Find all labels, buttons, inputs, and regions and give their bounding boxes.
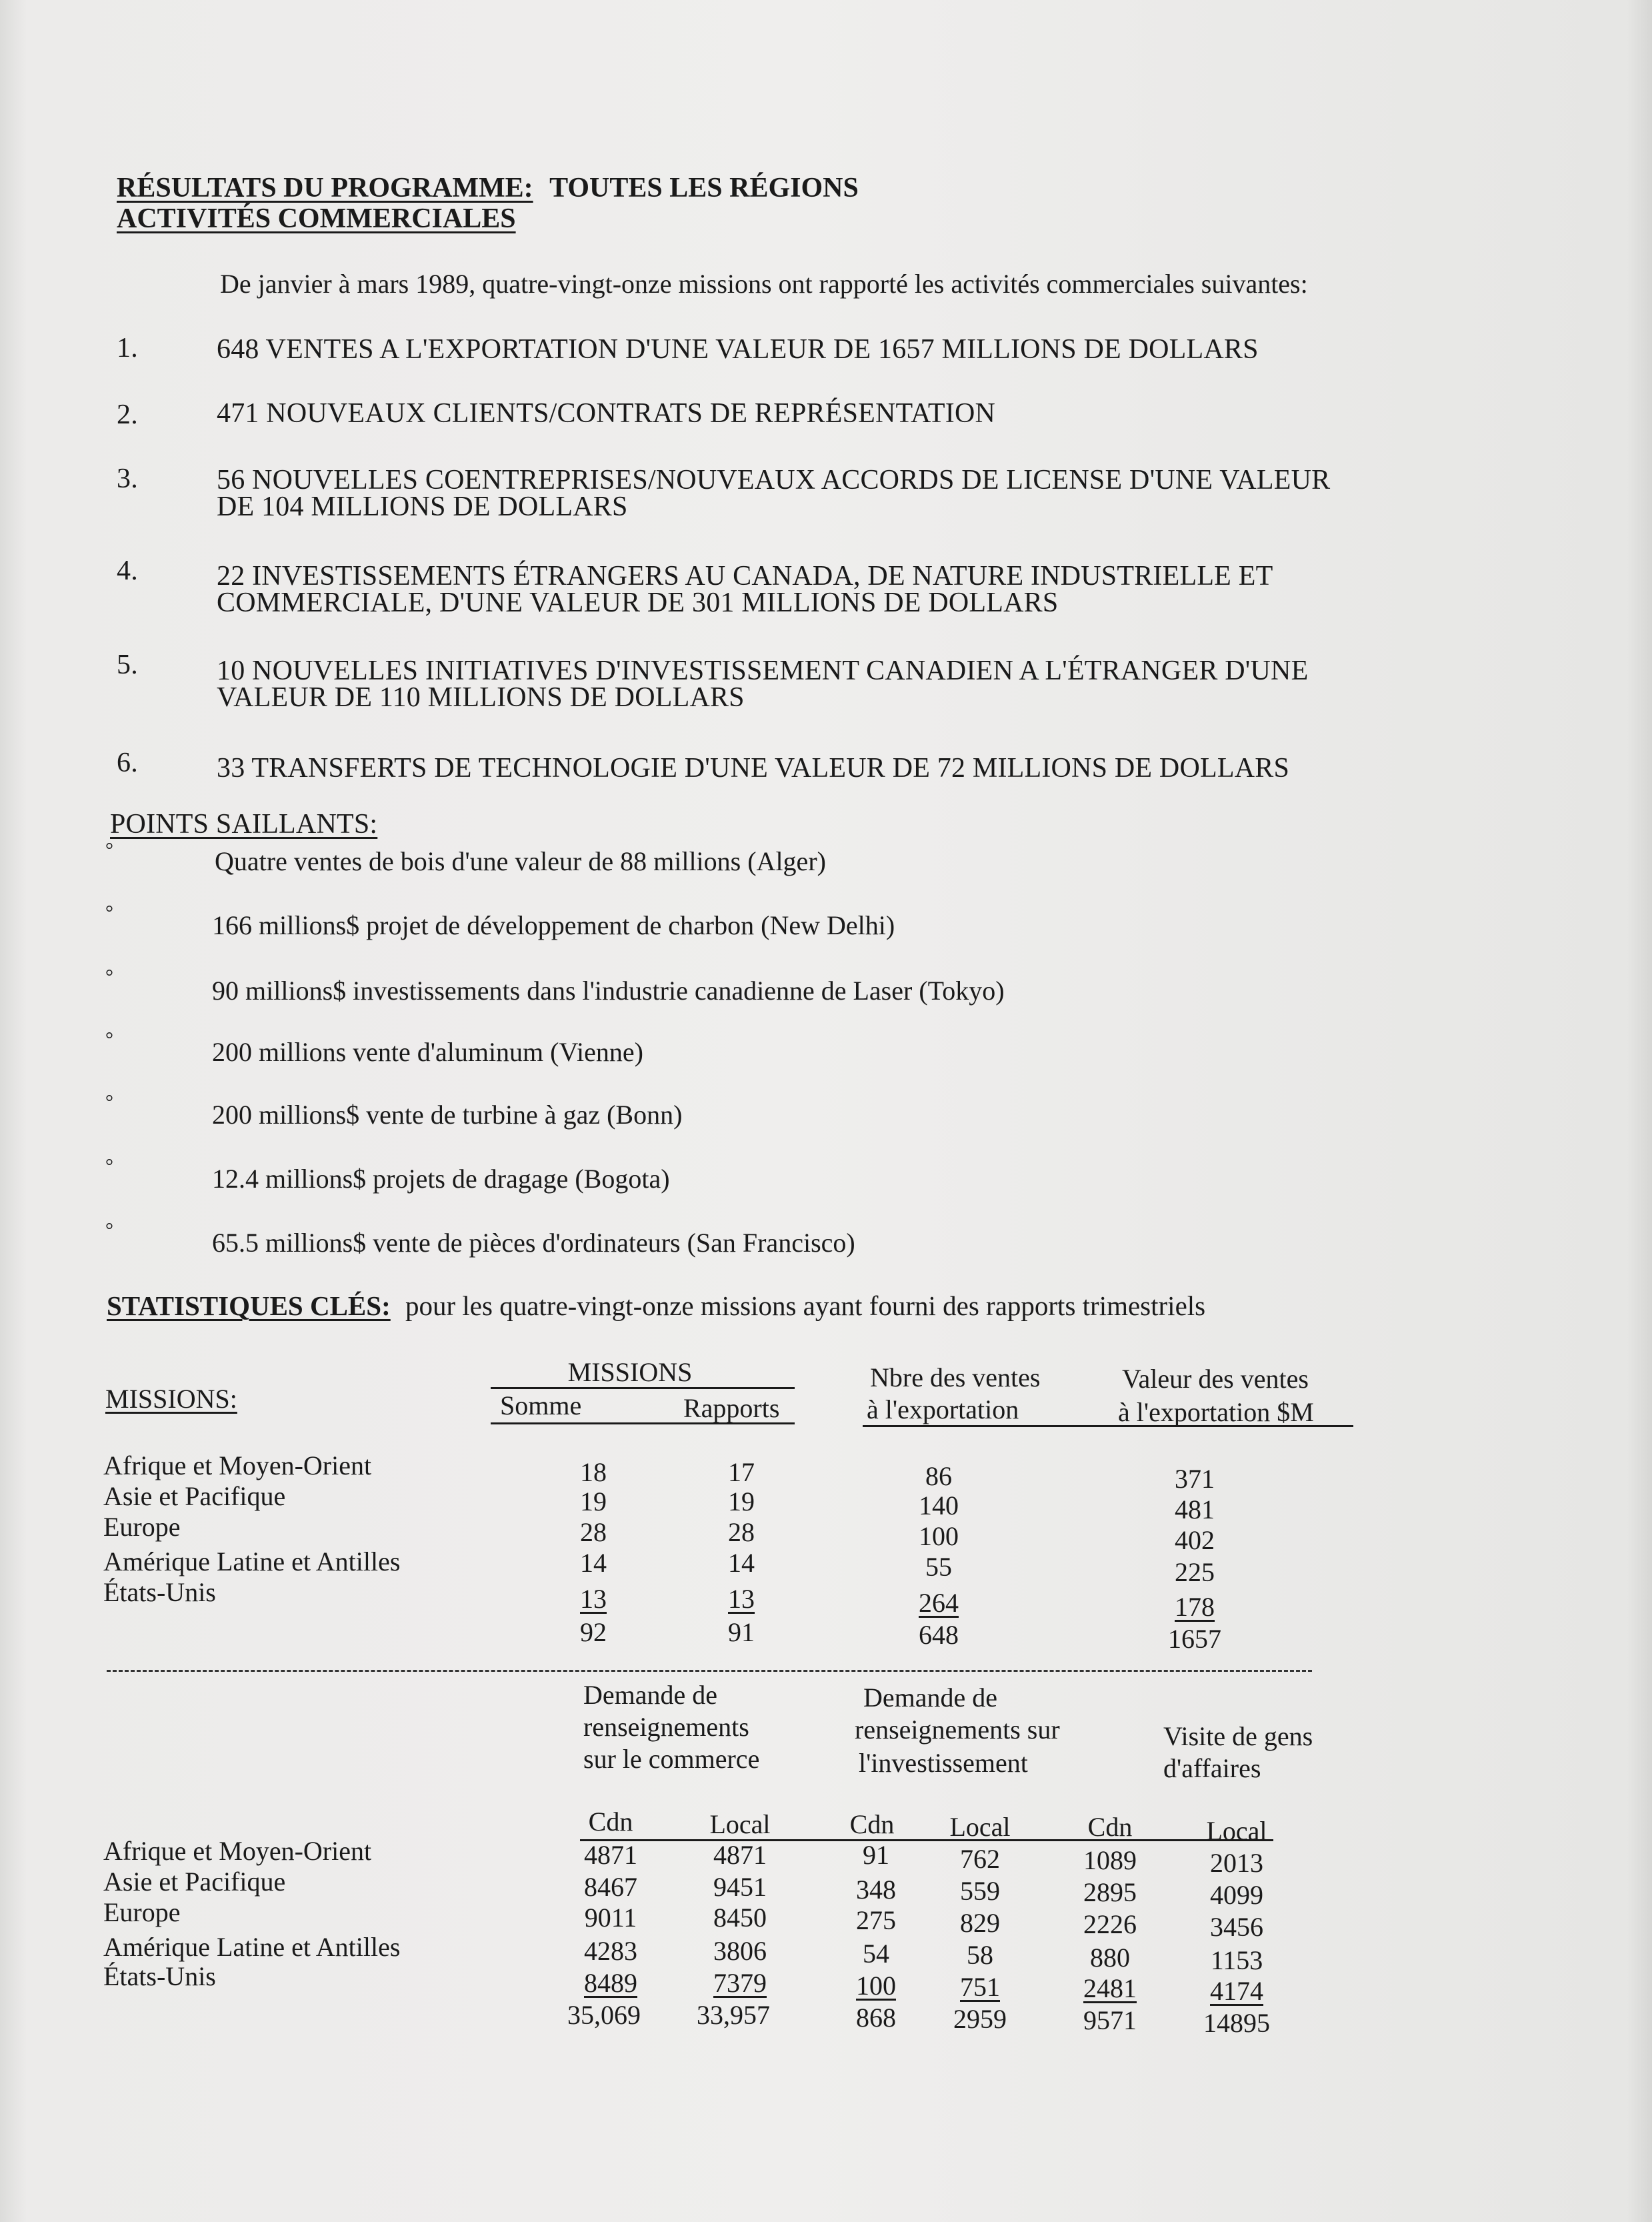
bullet-icon: ° [105,1091,113,1113]
page-title [117,172,859,204]
activity-text-continued: DE 104 MILLIONS DE DOLLARS [217,491,628,522]
invest-header: renseignements sur [855,1715,1060,1745]
table-cell: 18 [580,1457,607,1487]
table-cell: 225 [1175,1557,1215,1587]
region-label: Asie et Pacifique [103,1481,286,1511]
bullet-icon: ° [105,1219,113,1241]
table-cell-value: 13 [580,1584,607,1614]
table-cell: 140 [919,1490,959,1520]
table-cell-value: 7379 [713,1968,767,1998]
table-cell: 762 [960,1844,1000,1874]
table-cell-subtotal [680,1967,800,1999]
table-cell: 14 [580,1548,607,1578]
table-cell-subtotal [1135,1591,1255,1622]
table-cell: 1089 [1083,1845,1137,1875]
table-cell: 880 [1090,1943,1130,1973]
header-rule [491,1422,795,1424]
stats-heading-line [107,1290,1205,1322]
region-label: Afrique et Moyen-Orient [103,1836,372,1866]
table-cell: 58 [967,1940,993,1970]
table-cell: 28 [728,1517,755,1547]
table-cell-value: 13 [728,1584,755,1614]
table-cell: 4871 [584,1840,637,1870]
region-label: Afrique et Moyen-Orient [103,1450,372,1480]
col-valeur-header: Valeur des ventes [1122,1364,1309,1394]
table-cell: 2013 [1210,1848,1263,1878]
table-cell-value: 4174 [1210,1976,1263,2006]
local-header: Local [1206,1816,1267,1846]
activity-number: 3. [117,463,138,494]
table-cell: 559 [960,1876,1000,1906]
highlight-item: 200 millions$ vente de turbine à gaz (Bonn) [212,1100,683,1130]
region-label: États-Unis [103,1577,216,1607]
missions-group-header: MISSIONS [567,1357,693,1387]
table-cell: 2895 [1083,1877,1137,1907]
commerce-header: renseignements [583,1712,749,1742]
table-cell-total: 14895 [1203,2008,1270,2038]
table-cell: 19 [728,1486,755,1516]
table-cell: 17 [728,1457,755,1487]
table-cell-value: 8489 [584,1968,637,1998]
activity-number: 4. [117,556,138,586]
table-cell: 100 [919,1521,959,1551]
table-cell: 54 [863,1939,889,1969]
commerce-header: Demande de [583,1680,718,1710]
table-cell-subtotal [879,1587,999,1618]
table-cell: 4283 [584,1936,637,1966]
highlight-item: 12.4 millions$ projets de dragage (Bogota) [212,1164,670,1194]
table-cell: 4099 [1210,1880,1263,1910]
table-cell-total: 91 [728,1617,755,1647]
table-cell: 55 [925,1552,952,1582]
highlight-item: 65.5 millions$ vente de pièces d'ordinateurs (San Francisco) [212,1228,855,1258]
bullet-icon: ° [105,966,113,988]
col-nbre-header: à l'exportation [867,1394,1019,1424]
table-cell: 9451 [713,1872,767,1902]
region-label: États-Unis [103,1961,216,1991]
local-header: Local [709,1809,771,1839]
table-cell-total: 35,069 [567,2000,641,2030]
bullet-icon: ° [105,839,113,861]
highlight-item: 200 millions vente d'aluminum (Vienne) [212,1037,643,1067]
region-label: Asie et Pacifique [103,1867,286,1897]
table-cell: 2226 [1083,1909,1137,1939]
stats-heading: STATISTIQUES CLÉS: [107,1290,391,1321]
table-cell-total: 92 [580,1617,607,1647]
region-label: Europe [103,1897,181,1927]
table-cell: 86 [925,1461,952,1491]
activity-text: 648 VENTES A L'EXPORTATION D'UNE VALEUR DE 1657 MILLIONS DE DOLLARS [217,334,1259,365]
intro-paragraph: De janvier à mars 1989, quatre-vingt-onze missions ont rapporté les activités commerciales suivantes: [220,269,1308,299]
activity-text: 471 NOUVEAUX CLIENTS/CONTRATS DE REPRÉSENTATION [217,398,996,429]
col-rapports-header: Rapports [683,1393,780,1423]
table-cell-total: 648 [919,1620,959,1650]
activity-text: 10 NOUVELLES INITIATIVES D'INVESTISSEMENT CANADIEN A L'ÉTRANGER D'UNE [217,656,1309,686]
header-rule [863,1425,1353,1427]
table-cell: 91 [863,1840,889,1870]
cdn-header: Cdn [849,1809,895,1839]
visite-header: d'affaires [1163,1753,1261,1783]
table-cell: 4871 [713,1840,767,1870]
table-cell-value: 751 [960,1972,1000,2002]
activity-number: 5. [117,650,138,680]
table-cell-subtotal [681,1583,801,1614]
bullet-icon: ° [105,1028,113,1050]
local-header: Local [949,1812,1011,1842]
table-cell-subtotal [816,1970,936,2001]
bullet-icon: ° [105,1155,113,1177]
activity-number: 1. [117,333,138,363]
activity-text-continued: VALEUR DE 110 MILLIONS DE DOLLARS [217,682,745,713]
table-cell: 1153 [1210,1945,1263,1975]
stats-heading-rest: pour les quatre-vingt-onze missions ayant fourni des rapports trimestriels [405,1290,1206,1321]
missions-label: MISSIONS: [105,1384,237,1414]
table-cell: 14 [728,1548,755,1578]
table-cell-subtotal [533,1583,653,1614]
title-part2: TOUTES LES RÉGIONS [549,173,859,203]
activity-number: 6. [117,748,138,778]
table-cell-total: 33,957 [697,2000,770,2030]
page-subtitle: ACTIVITÉS COMMERCIALES [117,203,516,234]
region-label: Europe [103,1512,181,1542]
table-cell-subtotal [551,1967,671,1999]
table-cell: 8467 [584,1872,637,1902]
table-cell: 348 [856,1875,896,1905]
title-part1: RÉSULTATS DU PROGRAMME: [117,173,533,203]
table-cell-value: 178 [1175,1592,1215,1622]
visite-header: Visite de gens [1163,1721,1313,1751]
col-valeur-header: à l'exportation $M [1118,1397,1314,1427]
cdn-header: Cdn [1087,1812,1133,1842]
activity-text: 22 INVESTISSEMENTS ÉTRANGERS AU CANADA, DE NATURE INDUSTRIELLE ET [217,561,1273,592]
table-cell: 275 [856,1905,896,1935]
highlight-item: Quatre ventes de bois d'une valeur de 88 millions (Alger) [215,846,826,876]
table-cell: 3806 [713,1936,767,1966]
activity-text: 33 TRANSFERTS DE TECHNOLOGIE D'UNE VALEUR DE 72 MILLIONS DE DOLLARS [217,753,1290,784]
col-nbre-header: Nbre des ventes [870,1362,1041,1392]
table-cell-value: 2481 [1083,1973,1137,2003]
cdn-header: Cdn [588,1807,633,1837]
table-cell: 829 [960,1908,1000,1938]
region-label: Amérique Latine et Antilles [103,1932,401,1962]
highlight-item: 90 millions$ investissements dans l'industrie canadienne de Laser (Tokyo) [212,976,1005,1006]
highlights-heading: POINTS SAILLANTS: [110,809,378,840]
table-cell: 28 [580,1517,607,1547]
bullet-icon: ° [105,902,113,924]
table-cell-total: 9571 [1083,2005,1137,2035]
invest-header: l'investissement [859,1748,1028,1778]
table-cell: 402 [1175,1525,1215,1555]
table-cell-total: 1657 [1168,1624,1221,1654]
activity-text-continued: COMMERCIALE, D'UNE VALEUR DE 301 MILLIONS DE DOLLARS [217,588,1059,618]
commerce-header: sur le commerce [583,1744,760,1774]
region-label: Amérique Latine et Antilles [103,1546,401,1576]
activity-number: 2. [117,399,138,430]
table-cell: 481 [1175,1494,1215,1524]
dashed-separator [107,1670,1312,1672]
col-somme-header: Somme [500,1390,582,1420]
highlight-item: 166 millions$ projet de développement de charbon (New Delhi) [212,910,895,940]
activity-text: 56 NOUVELLES COENTREPRISES/NOUVEAUX ACCORDS DE LICENSE D'UNE VALEUR [217,465,1331,495]
table-cell: 9011 [584,1903,637,1933]
table-cell: 3456 [1210,1912,1263,1942]
table-cell: 19 [580,1486,607,1516]
table-cell: 371 [1175,1464,1215,1494]
invest-header: Demande de [863,1683,998,1713]
table-cell-total: 2959 [953,2004,1007,2034]
table-cell: 8450 [713,1903,767,1933]
table-cell-value: 264 [919,1588,959,1618]
table-cell-value: 100 [856,1971,896,2001]
table-cell-subtotal [920,1971,1040,2003]
header-rule [491,1387,795,1389]
table-cell-subtotal [1050,1973,1170,2004]
table-cell-total: 868 [856,2003,896,2033]
table-cell-subtotal [1177,1975,1297,2007]
